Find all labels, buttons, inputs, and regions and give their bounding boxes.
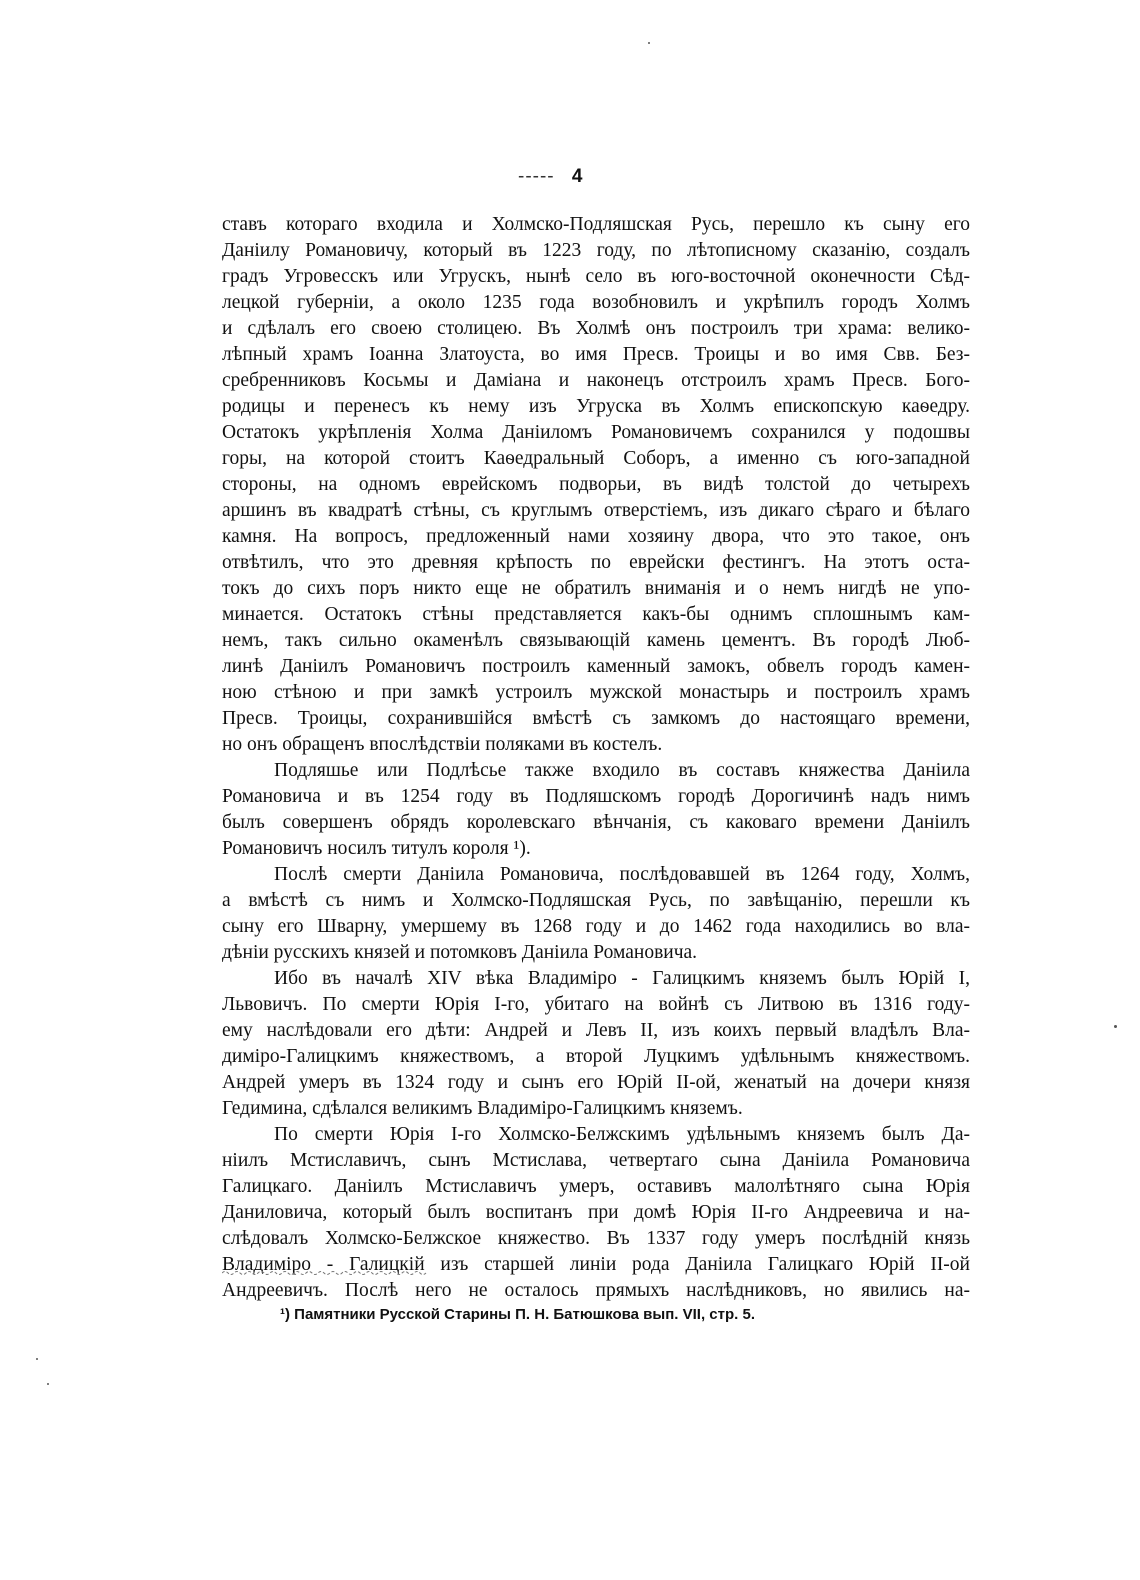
text-line: аршинъ въ квадратѣ стѣны, съ круглымъ отверстіемъ, изъ дикаго сѣраго и бѣлаго <box>222 500 970 521</box>
text-line: Андреевичъ. Послѣ него не осталось прямыхъ наслѣдниковъ, но явились на- <box>222 1280 970 1301</box>
text-line: стороны, на одномъ еврейскомъ подворьи, въ видѣ толстой до четырехъ <box>222 474 970 495</box>
text-line: слѣдовалъ Холмско-Белжское княжество. Въ 1337 году умеръ послѣдній князь <box>222 1228 970 1249</box>
text-line: Львовичъ. По смерти Юрія I-го, убитаго на войнѣ съ Литвою въ 1316 году- <box>222 994 970 1015</box>
text-line: но онъ обращенъ впослѣдствіи поляками въ костелъ. <box>222 734 663 755</box>
text-line: Пресв. Троицы, сохранившійся вмѣстѣ съ замкомъ до настоящаго времени, <box>222 708 970 729</box>
text-line: лѣпный храмъ Іоанна Златоуста, во имя Пресв. Троицы и во имя Свв. Без- <box>222 344 970 365</box>
text-line: Остатокъ укрѣпленія Холма Даніиломъ Романовичемъ сохранился у подошвы <box>222 422 970 443</box>
text-line: Ибо въ началѣ XIV вѣка Владиміро - Галицкимъ княземъ былъ Юрій I, <box>274 968 970 989</box>
text-line: лецкой губерніи, а около 1235 года возобновилъ и укрѣпилъ городъ Холмъ <box>222 292 970 313</box>
text-line: минается. Остатокъ стѣны представляется какъ-бы однимъ сплошнымъ кам- <box>222 604 970 625</box>
paragraph <box>222 966 970 1122</box>
text-line: камня. На вопросъ, предложенный нами хозяину двора, что это такое, онъ <box>222 526 970 547</box>
paragraph <box>222 862 970 966</box>
text-line: ніилъ Мстиславичъ, сынъ Мстислава, четвертаго сына Даніила Романовича <box>222 1150 970 1171</box>
page-number-dashes: ----- <box>518 166 555 187</box>
text-line: былъ совершенъ обрядъ королевскаго вѣнчанія, съ каковаго времени Даніилъ <box>222 812 970 833</box>
page-number <box>518 166 583 188</box>
scan-speck <box>36 1358 38 1360</box>
footnote: ¹) Памятники Русской Старины П. Н. Батюшкова вып. VII, стр. 5. <box>280 1306 755 1323</box>
text-line: Романовичъ носилъ титулъ короля ¹). <box>222 838 531 859</box>
text-line: токъ до сихъ поръ никто еще не обратилъ вниманія и о немъ нигдѣ не упо- <box>222 578 970 599</box>
text-line: сребренниковъ Косьмы и Даміана и наконецъ отстроилъ храмъ Пресв. Бого- <box>222 370 970 391</box>
text-line: сыну его Шварну, умершему въ 1268 году и до 1462 года находились во вла- <box>222 916 970 937</box>
text-line: Андрей умеръ въ 1324 году и сынъ его Юрій II-ой, женатый на дочери князя <box>222 1072 970 1093</box>
text-line: Владиміро - Галицкій изъ старшей линіи рода Даніила Галицкаго Юрій II-ой <box>222 1254 970 1275</box>
text-line: ставъ котораго входила и Холмско-Подляшская Русь, перешло къ сыну его <box>222 214 970 235</box>
scan-speck <box>1114 1025 1117 1028</box>
paragraph <box>222 758 970 862</box>
text-line: и сдѣлалъ его своею столицею. Въ Холмѣ онъ построилъ три храма: велико- <box>222 318 970 339</box>
scan-speck <box>648 42 650 44</box>
text-line: Романовича и въ 1254 году въ Подляшскомъ городѣ Дорогичинѣ надъ нимъ <box>222 786 970 807</box>
body-text <box>222 212 970 1304</box>
scan-speck <box>47 1383 49 1385</box>
text-line: немъ, такъ сильно окаменѣлъ связывающій камень цементъ. Въ городѣ Люб- <box>222 630 970 651</box>
text-line: Послѣ смерти Даніила Романовича, послѣдовавшей въ 1264 году, Холмъ, <box>274 864 970 885</box>
text-line: градъ Угровесскъ или Угрускъ, нынѣ село въ юго-восточной оконечности Сѣд- <box>222 266 970 287</box>
text-line: ною стѣною и при замкѣ устроилъ мужской монастырь и построилъ храмъ <box>222 682 970 703</box>
text-line: Подляшье или Подлѣсье также входило въ составъ княжества Даніила <box>274 760 970 781</box>
text-line: Даниловича, который былъ воспитанъ при домѣ Юрія II-го Андреевича и на- <box>222 1202 970 1223</box>
text-line: Гедимина, сдѣлался великимъ Владиміро-Галицкимъ княземъ. <box>222 1098 743 1119</box>
text-line: линѣ Даніилъ Романовичъ построилъ каменный замокъ, обвелъ городъ камен- <box>222 656 970 677</box>
text-line: Галицкаго. Даніилъ Мстиславичъ умеръ, оставивъ малолѣтняго сына Юрія <box>222 1176 970 1197</box>
text-line: дѣніи русскихъ князей и потомковъ Даніила Романовича. <box>222 942 698 963</box>
text-line: диміро-Галицкимъ княжествомъ, а второй Луцкимъ удѣльнымъ княжествомъ. <box>222 1046 970 1067</box>
text-line: отвѣтилъ, что это древняя крѣпость по еврейски фестингъ. На этотъ оста- <box>222 552 970 573</box>
text-line: Даніилу Романовичу, который въ 1223 году, по лѣтописному сказанію, создалъ <box>222 240 970 261</box>
page-number-value: 4 <box>571 166 583 187</box>
text-line: а вмѣстѣ съ нимъ и Холмско-Подляшская Русь, по завѣщанію, перешли къ <box>222 890 970 911</box>
text-line: родицы и перенесъ къ нему изъ Угруска въ Холмъ епископскую каѳедру. <box>222 396 970 417</box>
text-line: ему наслѣдовали его дѣти: Андрей и Левъ II, изъ коихъ первый владѣлъ Вла- <box>222 1020 970 1041</box>
text-line: По смерти Юрія I-го Холмско-Белжскимъ удѣльнымъ княземъ былъ Да- <box>274 1124 970 1145</box>
paragraph <box>222 212 970 758</box>
footnote-separator <box>222 1268 427 1278</box>
text-line: горы, на которой стоитъ Каѳедральный Соборъ, а именно съ юго-западной <box>222 448 970 469</box>
